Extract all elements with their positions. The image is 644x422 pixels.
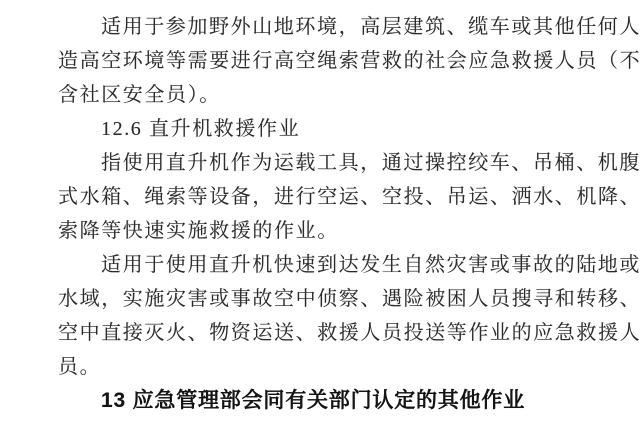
text-line: 索降等快速实施救援的作业。 xyxy=(58,220,339,242)
text-line: 指使用直升机作为运载工具，通过操控绞车、吊桶、机腹 xyxy=(101,152,641,174)
text-line: 适用于使用直升机快速到达发生自然灾害或事故的陆地或 xyxy=(101,254,641,276)
text-line: 员。 xyxy=(58,356,102,378)
section-heading-13: 13 应急管理部会同有关部门认定的其他作业 xyxy=(101,389,525,412)
text-line: 式水箱、绳索等设备，进行空运、空投、吊运、洒水、机降、 xyxy=(58,186,642,208)
section-heading-12-6: 12.6 直升机救援作业 xyxy=(101,118,301,140)
text-line: 含社区安全员）。 xyxy=(58,84,221,106)
text-line: 造高空环境等需要进行高空绳索营救的社会应急救援人员（不 xyxy=(58,50,642,72)
document-text-block xyxy=(58,10,642,418)
text-line: 适用于参加野外山地环境，高层建筑、缆车或其他任何人 xyxy=(101,16,641,38)
text-line: 水域，实施灾害或事故空中侦察、遇险被困人员搜寻和转移、 xyxy=(58,288,642,310)
text-line: 空中直接灭火、物资运送、救援人员投送等作业的应急救援人 xyxy=(58,322,642,344)
